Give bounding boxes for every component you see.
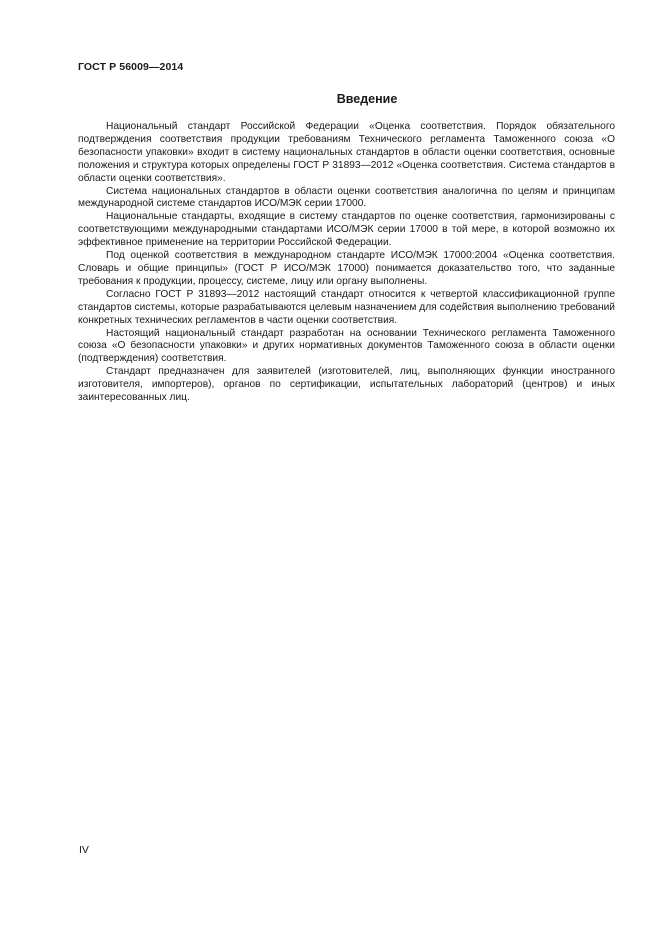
paragraph: Национальный стандарт Российской Федерации «Оценка соответствия. Порядок обязательного подтверждения соответствия продукции требованиям Технического регламента Таможенного союза «О безопасности упаковки» входит в систему национальных стандартов в области оценки соответствия, основные положения и структура которых определены ГОСТ Р 31893—2012 «Оценка соответствия. Система стандартов в области оценки соответствия».	[78, 121, 615, 184]
page-number: IV	[79, 844, 89, 856]
paragraph: Национальные стандарты, входящие в систему стандартов по оценке соответствия, гармонизированы с соответствующими международными стандартами ИСО/МЭК серии 17000 в той мере, в которой возможно их эффективное применение на территории Российской Федерации.	[78, 211, 615, 249]
paragraph: Система национальных стандартов в области оценки соответствия аналогична по целям и принципам международной системе стандартов ИСО/МЭК серии 17000.	[78, 185, 615, 210]
paragraph: Согласно ГОСТ Р 31893—2012 настоящий стандарт относится к четвертой классификационной группе стандартов системы, которые разрабатываются целевым назначением для содействия выполнению требований конкретных технических регламентов в части оценки соответствия.	[78, 288, 615, 326]
paragraph: Стандарт предназначен для заявителей (изготовителей, лиц, выполняющих функции иностранного изготовителя, импортеров), органов по сертификации, испытательных лабораторий (центров) и иных заинтересованных лиц.	[78, 366, 615, 404]
paragraph: Настоящий национальный стандарт разработан на основании Технического регламента Таможенного союза «О безопасности упаковки» и других нормативных документов Таможенного союза в области оценки (подтверждения) соответствия.	[78, 327, 615, 365]
body-text	[78, 121, 615, 405]
section-title: Введение	[336, 92, 398, 106]
standard-code: ГОСТ Р 56009—2014	[78, 61, 184, 73]
paragraph: Под оценкой соответствия в международном стандарте ИСО/МЭК 17000:2004 «Оценка соответствия. Словарь и общие принципы» (ГОСТ Р ИСО/МЭК 17000) понимается доказательство того, что заданные требования к продукции, процессу, системе, лицу или органу выполнены.	[78, 250, 615, 287]
